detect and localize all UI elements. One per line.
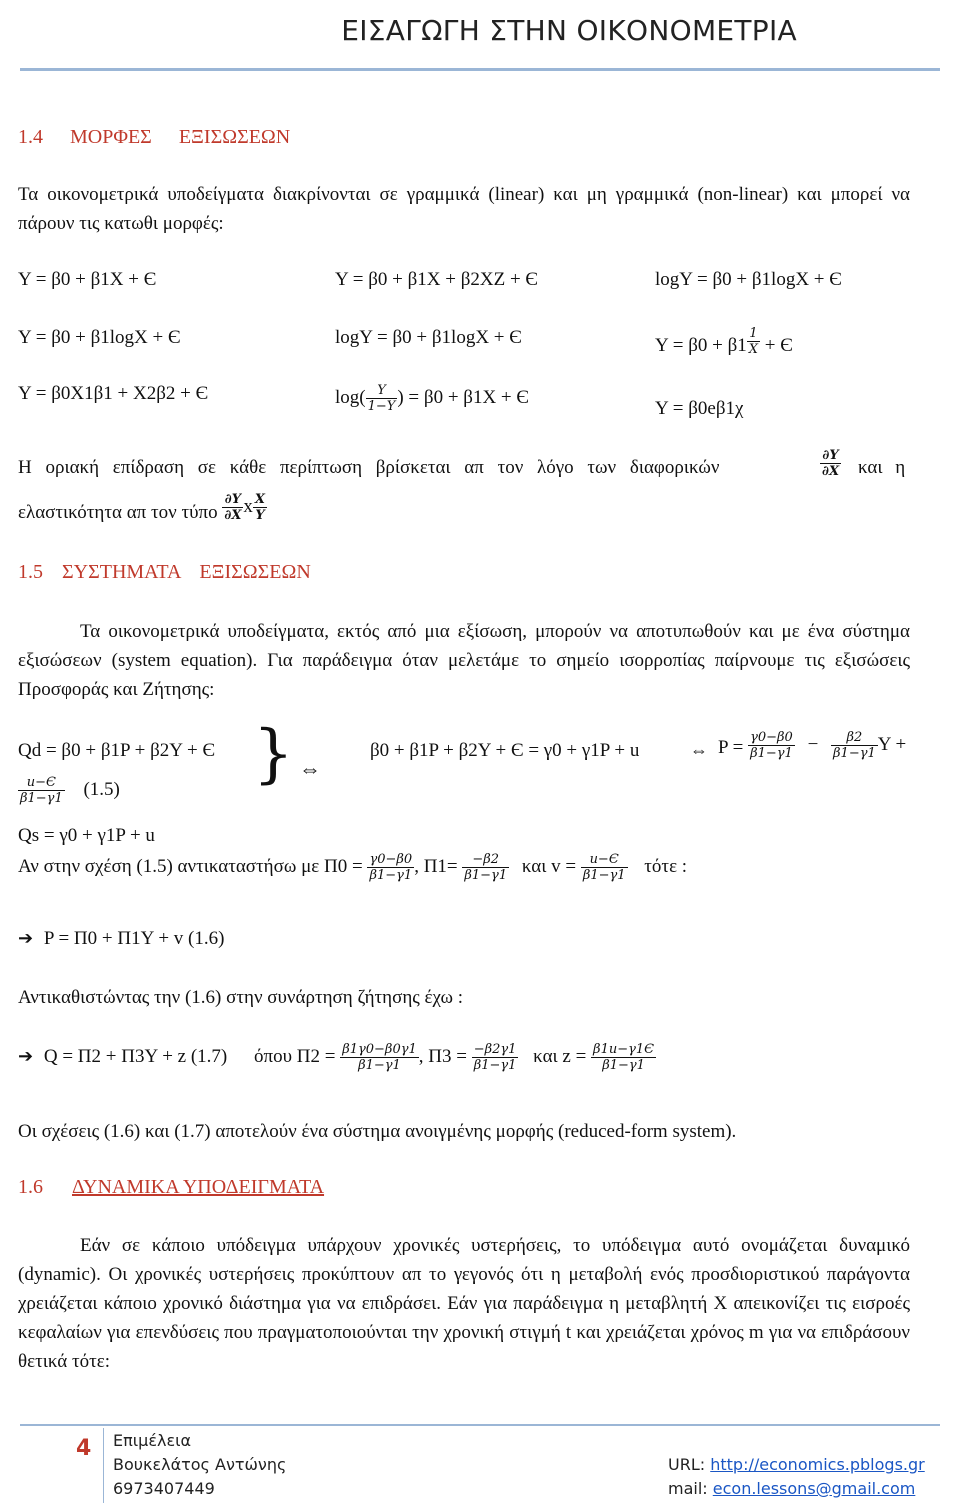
marginal-effect-tail: και η bbox=[858, 457, 906, 478]
denominator: β1−γ1 bbox=[582, 868, 626, 883]
denominator: X bbox=[748, 342, 759, 357]
right-arrow-icon: ➔ bbox=[18, 928, 34, 948]
elasticity-label: ελαστικότητα απ τον τύπο bbox=[18, 501, 218, 523]
denominator: β1−γ1 bbox=[602, 1058, 645, 1073]
numerator: γ0−β0 bbox=[369, 852, 413, 867]
footer-editor-label: Επιμέλεια bbox=[113, 1431, 192, 1450]
footer-mail bbox=[668, 1479, 915, 1498]
substitution-line bbox=[18, 852, 687, 883]
supply-equation: Qs = γ0 + γ1P + u bbox=[18, 825, 155, 846]
right-arrow-icon: ➔ bbox=[18, 1045, 34, 1066]
z-text: και z = bbox=[533, 1045, 587, 1067]
denominator: β1−γ1 bbox=[369, 868, 413, 883]
numerator: X bbox=[254, 492, 265, 507]
equation-number: (1.5) bbox=[83, 778, 120, 800]
fraction bbox=[831, 730, 878, 761]
page-header-title: ΕΙΣΑΓΩΓΗ ΣΤΗΝ ΟΙΚΟΝΟΜΕΤΡΙΑ bbox=[341, 14, 797, 47]
price-solution bbox=[718, 730, 906, 761]
numerator: −β2γ1 bbox=[473, 1042, 517, 1057]
times-sign: x bbox=[243, 495, 253, 517]
reduced-quantity-equation bbox=[18, 1042, 656, 1073]
eq-part: + Є bbox=[764, 335, 793, 356]
subst-b: , Π1= bbox=[414, 855, 458, 877]
section-1-5-para: Τα οικονομετρικά υποδείγματα, εκτός από μια εξίσωση, μπορούν να αποτυπωθούν και με ένα σύστημα εξισώσεων (system equation). Για παράδειγμα όταν μελετάμε το σημείο ισορροπίας παίρνουμε τις εξισώσεις Προσφοράς και Ζήτησης: bbox=[18, 621, 910, 700]
numerator: ∂Y bbox=[222, 492, 243, 508]
equation: Y = β0X1β1 + X2β2 + Є bbox=[18, 383, 209, 404]
demand-equation: Qd = β0 + β1P + β2Y + Є bbox=[18, 740, 216, 761]
equilibrium-equation: β0 + β1P + β2Y + Є = γ0 + γ1P + u bbox=[370, 740, 640, 761]
equation: Y = β0 + β1X + β2XZ + Є bbox=[335, 269, 538, 290]
pi3-text: , Π3 = bbox=[418, 1045, 467, 1067]
conclusion-text: Οι σχέσεις (1.6) και (1.7) αποτελούν ένα σύστημα ανοιγμένης μορφής (reduced-form system). bbox=[18, 1121, 737, 1142]
mail-label: mail: bbox=[668, 1479, 708, 1498]
numerator: Y bbox=[366, 383, 398, 399]
section-1-6-para: Εάν σε κάποιο υπόδειγμα υπάρχουν χρονικές υστερήσεις, το υπόδειγμα αυτό ονομάζεται δυναμικό (dynamic). Οι χρονικές υστερήσεις προκύπτουν απ το γεγονός ότι η μεταβολή ενός προσδιοριστικού παράγοντα χρειάζεται κάποιο χρονικό διάστημα για να επιδράσει. Εάν για παράδειγμα η μεταβλητή X απεικονίζει τις εισροές κεφαλαίων για επενδύσεις που πραγματοποιούνται την χρονική στιγμή t και χρειάζεται χρόνος m για να επιδράσουν θετικά τότε: bbox=[18, 1235, 910, 1372]
numerator: 1 bbox=[747, 326, 760, 342]
fraction bbox=[472, 1042, 519, 1073]
footer-divider bbox=[103, 1428, 104, 1503]
subst-c: και v = bbox=[521, 855, 577, 877]
subst-a: Αν στην σχέση (1.5) αντικαταστήσω με Π0 = bbox=[18, 855, 363, 877]
section-heading-1-4: 1.4 ΜΟΡΦΕΣ ΕΞΙΣΩΣΕΩΝ bbox=[18, 126, 291, 148]
numerator: β2 bbox=[831, 730, 878, 746]
elasticity-text bbox=[18, 492, 267, 524]
reduced-price-equation bbox=[18, 928, 224, 950]
y-plus: Y + bbox=[877, 733, 907, 755]
p-eq: P = bbox=[718, 736, 744, 758]
numerator: u−Є bbox=[581, 852, 628, 868]
equation-reciprocal bbox=[655, 326, 793, 357]
q-equation: Q = Π2 + Π3Y + z (1.7) bbox=[43, 1045, 228, 1067]
equation: Y = β0eβ1χ bbox=[655, 398, 744, 419]
denominator: ∂X bbox=[822, 464, 840, 479]
section-heading-1-5: 1.5 ΣΥΣΤΗΜΑΤΑ ΕΞΙΣΩΣΕΩΝ bbox=[18, 561, 311, 583]
fraction bbox=[340, 1042, 419, 1073]
replace-text: Αντικαθιστώντας την (1.6) στην συνάρτηση ζήτησης έχω : bbox=[18, 987, 464, 1008]
header-rule bbox=[20, 68, 940, 71]
marginal-effect-text: Η οριακή επίδραση σε κάθε περίπτωση βρίσκεται απ τον λόγο των διαφορικών bbox=[18, 457, 720, 478]
fraction bbox=[366, 383, 398, 414]
right-brace: } bbox=[253, 717, 294, 791]
subst-d: τότε : bbox=[644, 855, 688, 877]
section-number: 1.6 bbox=[18, 1176, 43, 1198]
equation: Y = β0 + β1logX + Є bbox=[18, 327, 181, 348]
denominator: β1−γ1 bbox=[750, 746, 793, 761]
fraction bbox=[222, 492, 243, 523]
price-solution-cont bbox=[18, 775, 120, 806]
fraction bbox=[253, 492, 267, 523]
footer-editor-name: Βουκελάτος Αντώνης bbox=[113, 1455, 287, 1474]
where-text: όπου Π2 = bbox=[254, 1045, 336, 1067]
equation-logit bbox=[335, 383, 529, 414]
denominator: 1−Y bbox=[367, 399, 396, 414]
denominator: β1−γ1 bbox=[833, 746, 876, 761]
fraction bbox=[747, 326, 760, 357]
fraction bbox=[367, 852, 414, 883]
denominator: β1−γ1 bbox=[358, 1058, 401, 1073]
fraction bbox=[18, 775, 65, 806]
website-link[interactable]: http://economics.pblogs.gr bbox=[710, 1455, 925, 1474]
denominator: β1−γ1 bbox=[20, 791, 63, 806]
equation: Y = β0 + β1X + Є bbox=[18, 269, 157, 290]
equation: logY = β0 + β1logX + Є bbox=[335, 327, 522, 348]
numerator: u−Є bbox=[18, 775, 65, 791]
reduced-price-text: P = Π0 + Π1Y + v (1.6) bbox=[43, 928, 225, 949]
denominator: β1−γ1 bbox=[464, 868, 508, 883]
fraction bbox=[748, 730, 795, 761]
section-title: ΔΥΝΑΜΙΚΑ ΥΠΟΔΕΙΓΜΑΤΑ bbox=[72, 1176, 325, 1198]
section-1-4-intro: Τα οικονομετρικά υποδείγματα διακρίνονται σε γραμμικά (linear) και μη γραμμικά (non-linear) και μπορεί να πάρουν τις κατωθι μορφές: bbox=[18, 184, 910, 234]
fraction bbox=[462, 852, 509, 883]
denominator: ∂X bbox=[224, 508, 242, 523]
fraction bbox=[820, 448, 841, 479]
numerator: γ0−β0 bbox=[750, 730, 793, 745]
numerator: β1u−γ1Є bbox=[593, 1042, 655, 1057]
equivalence-arrow: ⇔ bbox=[690, 740, 708, 760]
footer-phone: 6973407449 bbox=[113, 1479, 215, 1498]
numerator: β1γ0−β0γ1 bbox=[342, 1042, 417, 1057]
denominator: β1−γ1 bbox=[473, 1058, 517, 1073]
minus-sign: − bbox=[807, 733, 819, 755]
equivalence-arrow: ⇔ bbox=[299, 756, 321, 781]
denominator: Y bbox=[255, 508, 265, 523]
footer-rule bbox=[20, 1424, 940, 1426]
numerator: ∂Y bbox=[820, 448, 841, 464]
numerator: −β2 bbox=[462, 852, 509, 868]
eq-part: ) = β0 + β1X + Є bbox=[397, 386, 529, 408]
page-number: 4 bbox=[76, 1436, 92, 1461]
eq-part: log( bbox=[335, 386, 366, 408]
fraction bbox=[581, 852, 628, 883]
fraction bbox=[591, 1042, 656, 1073]
url-label: URL: bbox=[668, 1455, 706, 1474]
footer-url bbox=[668, 1455, 925, 1474]
equation: logY = β0 + β1logX + Є bbox=[655, 269, 842, 290]
eq-part: Y = β0 + β1 bbox=[655, 335, 747, 356]
section-heading-1-6 bbox=[18, 1176, 324, 1199]
email-link[interactable]: econ.lessons@gmail.com bbox=[712, 1479, 916, 1498]
derivative-fraction bbox=[820, 448, 841, 479]
